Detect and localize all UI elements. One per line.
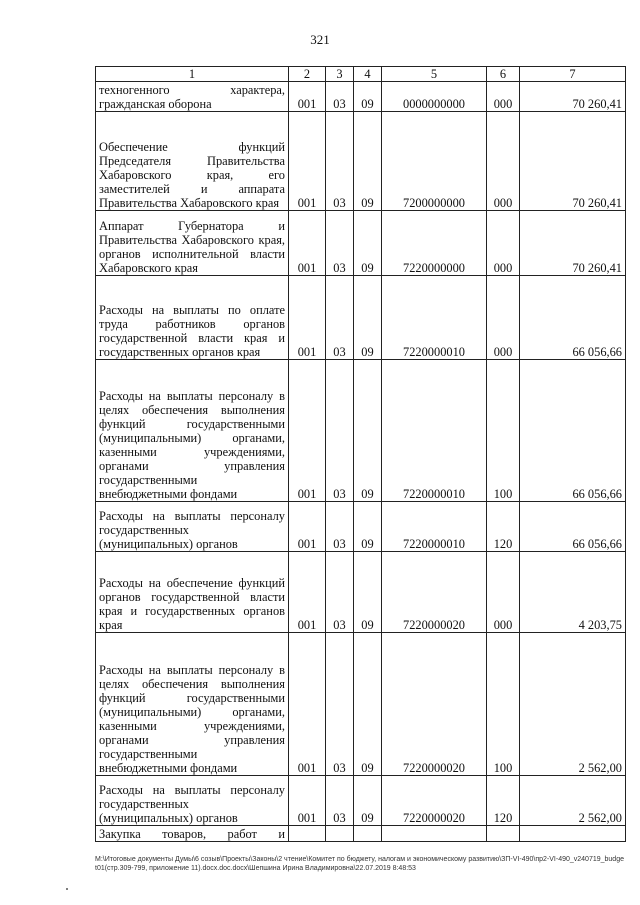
row-section: 03 (326, 112, 354, 211)
row-admin-code: 001 (289, 360, 326, 502)
row-target-code: 7220000010 (382, 360, 487, 502)
header-col-6: 6 (487, 67, 520, 82)
row-amount: 70 260,41 (520, 112, 626, 211)
row-admin-code: 001 (289, 82, 326, 112)
row-amount: 66 056,66 (520, 360, 626, 502)
row-name: Расходы на выплаты персоналу в целях обеспечения выполнения функций государственными (муниципальными) органами, казенными учреждениями, органами управления государственными внебюджетными фондами (96, 360, 289, 502)
row-expense-type: 120 (487, 776, 520, 826)
row-section: 03 (326, 502, 354, 552)
row-amount: 70 260,41 (520, 82, 626, 112)
header-col-2: 2 (289, 67, 326, 82)
row-name: Расходы на выплаты персоналу в целях обеспечения выполнения функций государственными (муниципальными) органами, казенными учреждениями, органами управления государственными внебюджетными фондами (96, 633, 289, 776)
row-section: 03 (326, 633, 354, 776)
table-row (96, 633, 626, 776)
row-target-code: 7220000010 (382, 276, 487, 360)
header-col-5: 5 (382, 67, 487, 82)
row-target-code: 7200000000 (382, 112, 487, 211)
row-admin-code: 001 (289, 776, 326, 826)
row-subsection: 09 (354, 633, 382, 776)
row-admin-code: 001 (289, 211, 326, 276)
row-admin-code: 001 (289, 502, 326, 552)
page-number: 321 (310, 32, 330, 47)
row-admin-code: 001 (289, 112, 326, 211)
table-row (96, 826, 626, 842)
row-name: техногенного характера, гражданская оборона (96, 82, 289, 112)
row-target-code: 7220000010 (382, 502, 487, 552)
row-expense-type: 000 (487, 552, 520, 633)
row-subsection: 09 (354, 502, 382, 552)
header-col-7: 7 (520, 67, 626, 82)
budget-table (95, 66, 626, 842)
header-col-1: 1 (96, 67, 289, 82)
row-name: Обеспечение функций Председателя Правительства Хабаровского края, его заместителей и аппарата Правительства Хабаровского края (96, 112, 289, 211)
table-row (96, 211, 626, 276)
row-amount: 2 562,00 (520, 633, 626, 776)
row-section: 03 (326, 211, 354, 276)
row-section: 03 (326, 82, 354, 112)
row-name: Расходы на выплаты персоналу государственных (муниципальных) органов (96, 502, 289, 552)
row-target-code: 0000000000 (382, 82, 487, 112)
table-row (96, 112, 626, 211)
row-subsection: 09 (354, 82, 382, 112)
file-path-footer: M:\Итоговые документы Думы\6 созыв\Проекты\Законы\2 чтение\Комитет по бюджету, налогам и экономическому развитию\ЗП-VI-490\пр2-VI-490_v240719_budget01(стр.309-799, приложение 11).docx.doc.docx\Шепшина Ирина Владимировна\22.07.2019 8:48:53 (95, 856, 624, 872)
row-admin-code: 001 (289, 633, 326, 776)
row-section: 03 (326, 552, 354, 633)
row-admin-code: 001 (289, 552, 326, 633)
row-target-code: 7220000020 (382, 633, 487, 776)
row-subsection (354, 826, 382, 842)
row-section: 03 (326, 360, 354, 502)
row-name: Расходы на выплаты по оплате труда работников органов государственной власти края и государственных органов края (96, 276, 289, 360)
table-row (96, 502, 626, 552)
row-amount: 4 203,75 (520, 552, 626, 633)
row-amount: 70 260,41 (520, 211, 626, 276)
header-col-3: 3 (326, 67, 354, 82)
row-expense-type: 100 (487, 633, 520, 776)
row-amount: 66 056,66 (520, 502, 626, 552)
row-expense-type: 100 (487, 360, 520, 502)
row-target-code: 7220000020 (382, 776, 487, 826)
row-expense-type (487, 826, 520, 842)
row-section: 03 (326, 276, 354, 360)
row-expense-type: 000 (487, 82, 520, 112)
table-row (96, 276, 626, 360)
row-subsection: 09 (354, 360, 382, 502)
row-target-code: 7220000020 (382, 552, 487, 633)
table-row (96, 82, 626, 112)
row-subsection: 09 (354, 276, 382, 360)
row-name: Закупка товаров, работ и (96, 826, 289, 842)
row-admin-code: 001 (289, 276, 326, 360)
table-row (96, 360, 626, 502)
row-target-code: 7220000000 (382, 211, 487, 276)
row-target-code (382, 826, 487, 842)
row-name: Расходы на обеспечение функций органов государственной власти края и государственных органов края (96, 552, 289, 633)
row-section (326, 826, 354, 842)
row-expense-type: 000 (487, 211, 520, 276)
row-name: Аппарат Губернатора и Правительства Хабаровского края, органов исполнительной власти Хабаровского края (96, 211, 289, 276)
header-row (96, 67, 626, 82)
row-admin-code (289, 826, 326, 842)
row-subsection: 09 (354, 552, 382, 633)
table-row (96, 776, 626, 826)
row-amount: 66 056,66 (520, 276, 626, 360)
scan-dot (66, 888, 68, 890)
row-expense-type: 000 (487, 276, 520, 360)
header-col-4: 4 (354, 67, 382, 82)
row-name: Расходы на выплаты персоналу государственных (муниципальных) органов (96, 776, 289, 826)
row-amount (520, 826, 626, 842)
row-section: 03 (326, 776, 354, 826)
row-subsection: 09 (354, 776, 382, 826)
table-row (96, 552, 626, 633)
row-expense-type: 120 (487, 502, 520, 552)
row-subsection: 09 (354, 112, 382, 211)
row-subsection: 09 (354, 211, 382, 276)
row-amount: 2 562,00 (520, 776, 626, 826)
row-expense-type: 000 (487, 112, 520, 211)
